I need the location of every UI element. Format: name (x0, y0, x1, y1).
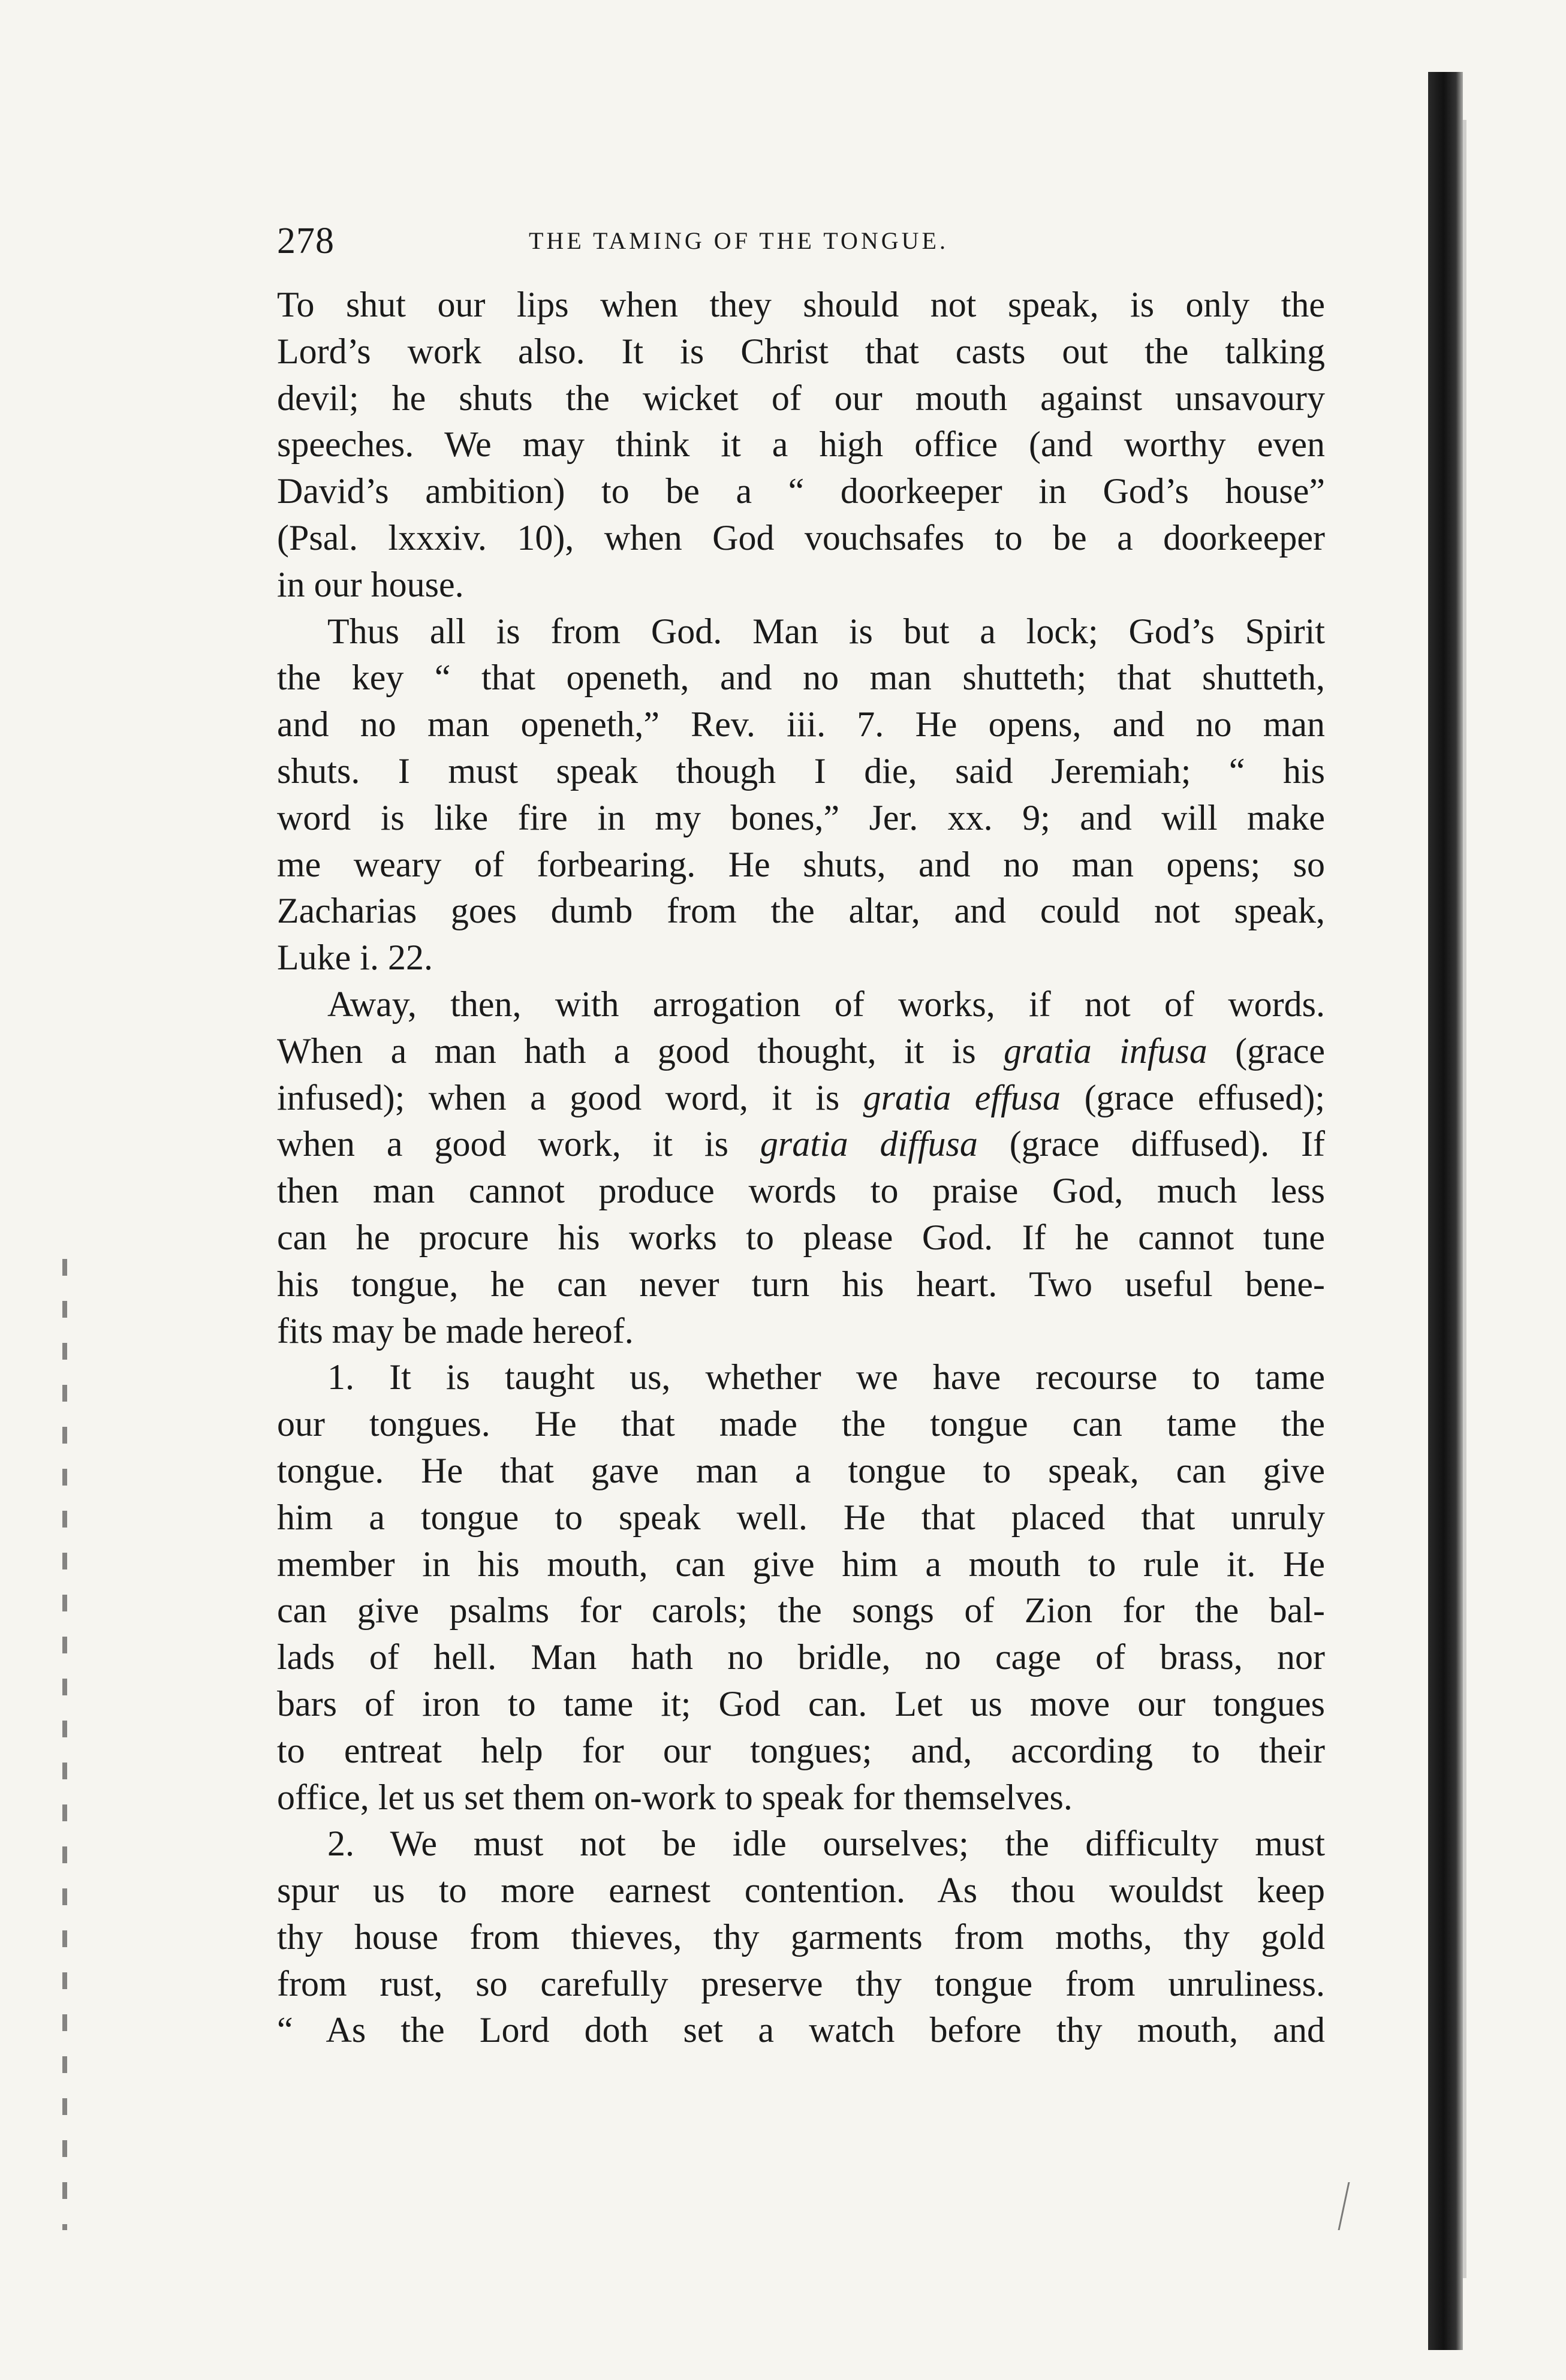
paragraph-start-line: Away, then, with arrogation of works, if not of words. (327, 984, 1325, 1024)
text-line: To shut our lips when they should not speak, is only the (277, 285, 1325, 324)
paragraph-start-line: 1. It is taught us, whether we have recourse to tame (327, 1357, 1325, 1397)
text-line: when a good work, it is gratia diffusa (grace diffused). If (277, 1124, 1325, 1164)
text-line: from rust, so carefully preserve thy tongue from unruliness. (277, 1963, 1325, 2004)
text-line: spur us to more earnest contention. As thou wouldst keep (277, 1870, 1325, 1911)
text-line: to entreat help for our tongues; and, according to their (277, 1730, 1325, 1770)
page-number: 278 (277, 221, 335, 261)
text-line: member in his mouth, can give him a mouth to rule it. He (277, 1544, 1325, 1584)
running-head (277, 217, 1325, 265)
text-line: the key “ that openeth, and no man shutteth; that shutteth, (277, 658, 1325, 698)
text-line: word is like fire in my bones,” Jer. xx. 9; and will make (277, 797, 1325, 837)
text-line: Zacharias goes dumb from the altar, and could not speak, (277, 891, 1325, 931)
italic-latin-phrase: gratia diffusa (760, 1124, 978, 1164)
text-line: lads of hell. Man hath no bridle, no cage of brass, nor (277, 1637, 1325, 1677)
text-line: bars of iron to tame it; God can. Let us move our tongues (277, 1683, 1325, 1724)
text-line: thy house from thieves, thy garments from moths, thy gold (277, 1917, 1325, 1957)
text-line: tongue. He that gave man a tongue to speak, can give (277, 1450, 1325, 1490)
text-line: Lord’s work also. It is Christ that casts out the talking (277, 331, 1325, 371)
paragraph-start-line: Thus all is from God. Man is but a lock; God’s Spirit (327, 611, 1325, 651)
body-text (277, 282, 1325, 2054)
text-line: him a tongue to speak well. He that placed that unruly (277, 1497, 1325, 1537)
text-line: me weary of forbearing. He shuts, and no man opens; so (277, 844, 1325, 884)
paragraph-start-line: 2. We must not be idle ourselves; the difficulty must (327, 1824, 1325, 1864)
text-line: and no man openeth,” Rev. iii. 7. He opens, and no man (277, 704, 1325, 745)
italic-latin-phrase: gratia effusa (863, 1077, 1061, 1117)
book-binding-edge (1463, 120, 1466, 2278)
text-line: devil; he shuts the wicket of our mouth against unsavoury (277, 378, 1325, 418)
text-line: can he procure his works to please God. If he cannot tune (277, 1217, 1325, 1257)
text-line: When a man hath a good thought, it is gratia infusa (grace (277, 1031, 1326, 1071)
text-line: can give psalms for carols; the songs of Zion for the bal- (277, 1590, 1325, 1631)
text-line: in our house. (277, 564, 464, 604)
text-line: fits may be made hereof. (277, 1310, 634, 1351)
running-title: THE TAMING OF THE TONGUE. (529, 227, 948, 254)
text-line: then man cannot produce words to praise God, much less (277, 1171, 1325, 1211)
text-line: shuts. I must speak though I die, said Jeremiah; “ his (277, 751, 1325, 791)
pencil-mark (1338, 2182, 1358, 2230)
text-line: (Psal. lxxxiv. 10), when God vouchsafes to be a doorkeeper (277, 517, 1325, 558)
text-line: infused); when a good word, it is gratia effusa (grace effused); (277, 1077, 1326, 1117)
text-line: his tongue, he can never turn his heart. Two useful bene- (277, 1264, 1325, 1304)
scan-margin-specks (62, 1259, 67, 2230)
italic-latin-phrase: gratia infusa (1004, 1031, 1207, 1071)
text-line: our tongues. He that made the tongue can tame the (277, 1404, 1325, 1444)
text-line: Luke i. 22. (277, 938, 433, 978)
text-line: speeches. We may think it a high office (and worthy even (277, 424, 1325, 465)
text-line: David’s ambition) to be a “ doorkeeper in God’s house” (277, 471, 1325, 511)
text-line: “ As the Lord doth set a watch before thy mouth, and (277, 2010, 1325, 2050)
book-binding-shadow (1428, 72, 1463, 2350)
text-line: office, let us set them on-work to speak for themselves. (277, 1777, 1073, 1817)
